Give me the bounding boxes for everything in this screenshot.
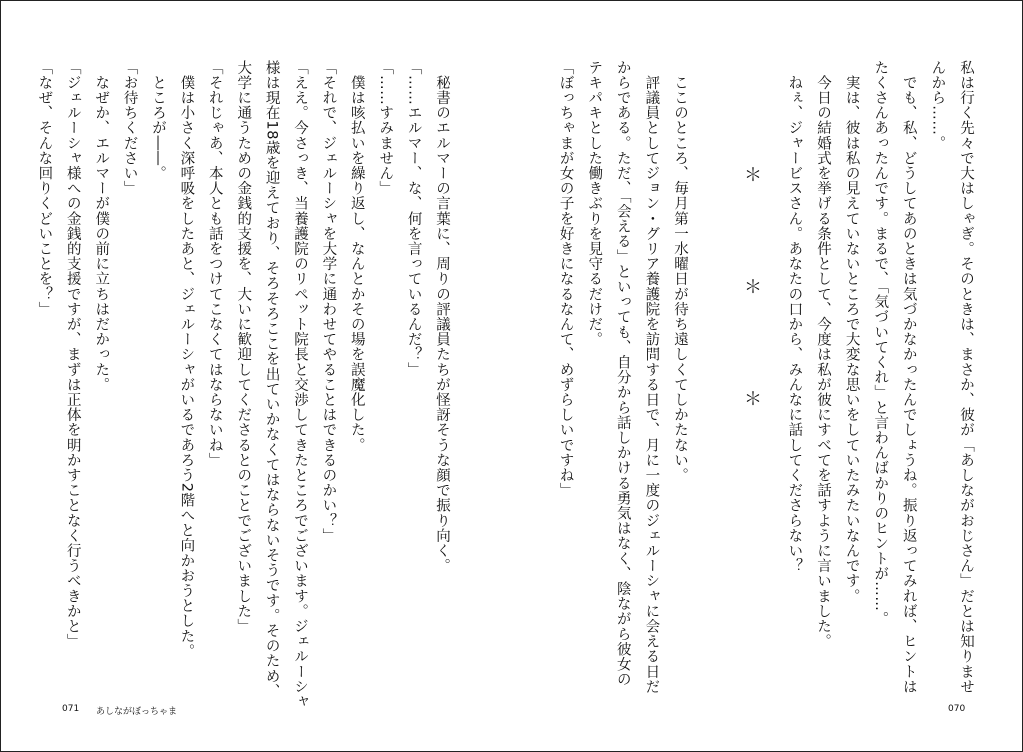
text-column: 僕は小さく深呼吸をしたあと、ジェルーシャがいるであろう2階へと向かおうとした。: [178, 60, 195, 659]
text-column: 実は、彼は私の見えていないところで大変な思いをしていたみたいなんです。: [843, 60, 860, 604]
text-column: からである。ただ、「会える」といっても、自分から話しかける勇気はなく、陰ながら彼女の: [614, 60, 631, 687]
page-number-right: 070: [948, 704, 966, 714]
text-column: 「……エルマー、な、何を言っているんだ？」: [405, 60, 422, 378]
section-separator-star: ＊: [744, 389, 762, 410]
text-column: 大学に通うための金銭的支援を、大いに歓迎してくださるとのことでございました」: [235, 60, 252, 634]
text-column: 「それじゃあ、本人とも話をつけてこなくてはならないね」: [206, 60, 223, 468]
text-column: 「……すみません」: [377, 60, 394, 196]
text-column: 「なぜ、そんな回りくどいことを？」: [36, 60, 53, 317]
text-column: テキパキとした働きぶりを見守るだけだ。: [586, 60, 603, 347]
text-column: 「ジェルーシャ様への金銭的支援ですが、まずは正体を明かすことなく行うべきかと」: [64, 60, 81, 649]
section-separator-star: ＊: [744, 165, 762, 186]
text-column: 「お待ちください」: [121, 60, 138, 196]
text-column: 「ええ。今さっき、当養護院のリペット院長と交渉してきたところでございます。ジェルーシャ: [292, 60, 308, 710]
text-column: 「ぼっちゃまが女の子を好きになるなんて、めずらしいですね」: [557, 60, 574, 498]
text-column: 私は行く先々で大はしゃぎ。そのときは、まさか、彼が「あしながおじさん」だとは知りませ: [958, 60, 974, 695]
text-column: 「それで、ジェルーシャを大学に通わせてやることはできるのかい？」: [320, 60, 337, 544]
page-number-left: 071: [62, 704, 80, 714]
text-column: なぜか、エルマーが僕の前に立ちはだかった。: [93, 60, 110, 393]
text-column: ねぇ、ジャービスさん。あなたの口から、みんなに話してくださらない？: [786, 60, 803, 574]
section-separator-star: ＊: [744, 277, 762, 298]
running-head: あしながぼっちゃま: [96, 707, 178, 717]
text-column: 様は現在18歳を迎えており、そろそろここを出ていかなくてはならないそうです。そのため、: [263, 60, 280, 699]
text-column: ところが――。: [150, 60, 166, 181]
text-column: 今日の結婚式を挙げる条件として、今度は私が彼にすべてを話すように言いました。: [815, 60, 831, 649]
text-column: たくさんあったんです。まるで、「気づいてくれ」と言わんばかりのヒントが……。: [872, 60, 889, 627]
text-column: ここのところ、毎月第一水曜日が待ち遠しくてしかたない。: [672, 60, 688, 483]
text-column: でも、私、どうしてあのときは気づかなかったんでしょうね。振り返ってみれば、ヒントは: [900, 60, 917, 695]
text-column: 秘書のエルマーの言葉に、周りの評議員たちが怪訝そうな顔で振り向く。: [434, 60, 450, 574]
text-column: 評議員としてジョン・グリア養護院を訪問する日で、月に一度のジェルーシャに会える日だ: [643, 60, 660, 695]
text-column: 僕は咳払いを繰り返し、なんとかその場を誤魔化した。: [348, 60, 365, 453]
text-column: んから……。: [929, 60, 946, 151]
